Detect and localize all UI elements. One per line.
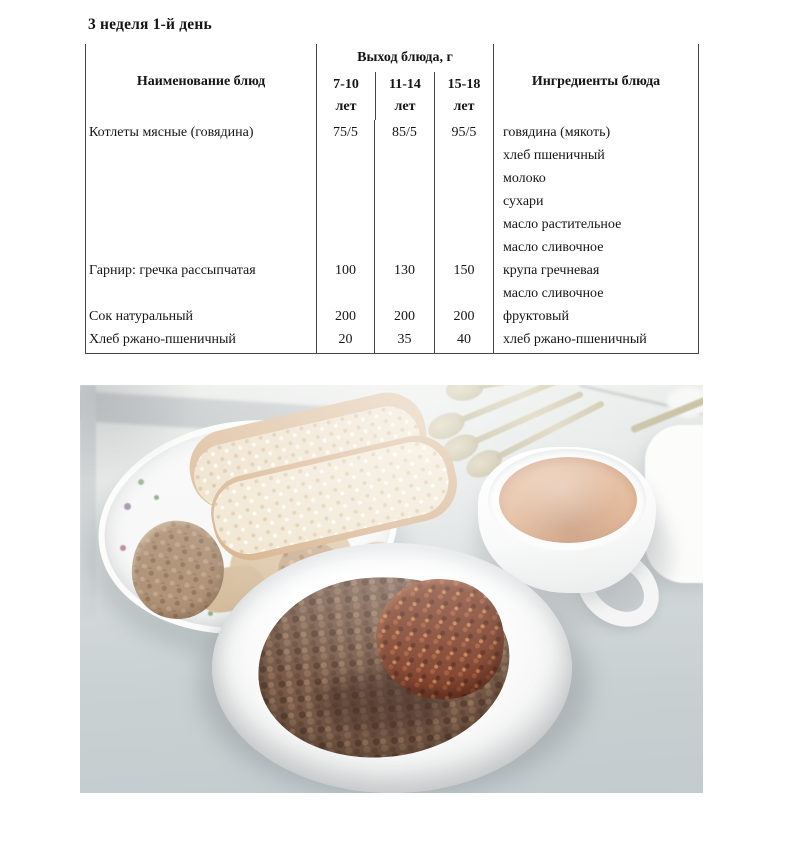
- dish-name-cell: Гарнир: гречка рассыпчатая: [89, 263, 256, 278]
- ingredient-line: хлеб ржано-пшеничный: [503, 332, 647, 347]
- column-header-ingredients: Ингредиенты блюда: [493, 44, 698, 120]
- ingredient-line: масло сливочное: [503, 286, 604, 301]
- ingredient-line: молоко: [503, 171, 546, 186]
- portion-value-cell: 200: [434, 304, 493, 327]
- tea-liquid: [499, 457, 637, 543]
- dish-name-cell: Сок натуральный: [89, 309, 194, 324]
- portion-value-cell: 75/5: [316, 120, 374, 258]
- portion-value-cell: 95/5: [434, 120, 493, 258]
- ingredient-line: масло растительное: [503, 217, 622, 232]
- portion-value-cell: 200: [374, 304, 434, 327]
- ingredient-line: масло сливочное: [503, 240, 604, 255]
- ingredient-line: хлеб пшеничный: [503, 148, 605, 163]
- portion-value-cell: 20: [316, 327, 374, 353]
- portion-value-cell: 150: [434, 258, 493, 304]
- plate-floral-dot: [124, 503, 131, 510]
- page-title: 3 неделя 1-й день: [88, 16, 212, 33]
- portion-value-cell: 130: [374, 258, 434, 304]
- portion-value-cell: 85/5: [374, 120, 434, 258]
- ingredient-line: сухари: [503, 194, 544, 209]
- dish-name-cell: Котлеты мясные (говядина): [89, 125, 254, 140]
- column-header-age-7-10: 7-10 лет: [333, 77, 359, 114]
- ingredient-line: крупа гречневая: [503, 263, 600, 278]
- portion-value-cell: 100: [316, 258, 374, 304]
- ingredients-cell: [493, 120, 698, 258]
- ingredients-cell: [493, 258, 698, 304]
- column-header-age-11-14: 11-14 лет: [375, 72, 434, 120]
- ingredients-cell: [493, 327, 698, 353]
- portion-value-cell: 35: [374, 327, 434, 353]
- column-header-age-15-18: 15-18 лет: [434, 72, 493, 120]
- column-header-output: Выход блюда, г: [357, 50, 453, 65]
- plate-floral-dot: [120, 545, 126, 551]
- dish-name-cell: Хлеб ржано-пшеничный: [89, 332, 236, 347]
- ingredient-line: фруктовый: [503, 309, 569, 324]
- ingredients-cell: [493, 304, 698, 327]
- age-group-headers: [317, 72, 493, 120]
- portion-value-cell: 40: [434, 327, 493, 353]
- ingredient-line: говядина (мякоть): [503, 125, 611, 140]
- column-group-output: [316, 44, 493, 120]
- plate-floral-dot: [154, 495, 159, 500]
- column-header-dish-name: Наименование блюд: [136, 74, 266, 89]
- portion-value-cell: 200: [316, 304, 374, 327]
- meal-photo: [80, 385, 703, 793]
- menu-table: [85, 44, 699, 354]
- photo-vignette: [80, 385, 200, 480]
